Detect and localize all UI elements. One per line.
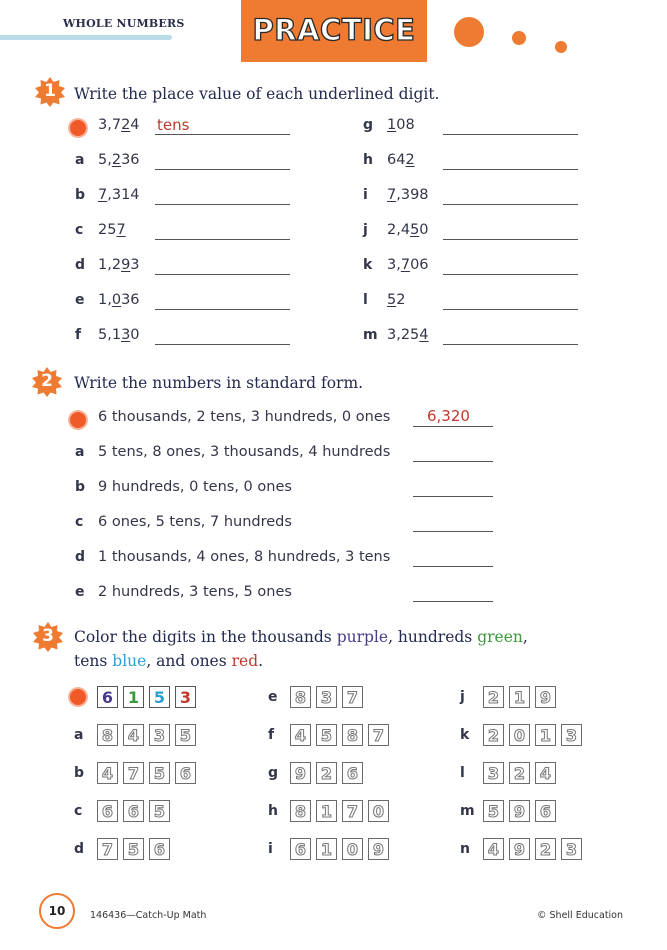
digit-box[interactable]: 6: [149, 838, 170, 860]
item-letter: e: [268, 689, 278, 705]
digit-box[interactable]: 5: [149, 686, 170, 708]
answer-line[interactable]: [413, 531, 493, 532]
item-letter: i: [363, 187, 368, 203]
heading-word-purple: purple: [336, 628, 389, 646]
answer-line[interactable]: [443, 204, 578, 205]
digit-box[interactable]: 0: [509, 724, 530, 746]
heading-text: , hundreds: [388, 628, 478, 646]
digit-box[interactable]: 5: [316, 724, 337, 746]
digit-box[interactable]: 3: [561, 724, 582, 746]
item-text: 9 hundreds, 0 tens, 0 ones: [98, 479, 292, 495]
digit-group: [97, 800, 170, 822]
item-letter: j: [460, 689, 465, 705]
digit-box[interactable]: 6: [97, 686, 118, 708]
item-text: 6 ones, 5 tens, 7 hundreds: [98, 514, 292, 530]
heading-word-blue: blue: [112, 652, 147, 670]
heading-text: Color the digits in the thousands: [74, 628, 337, 646]
practice-banner: [241, 0, 427, 62]
decor-dot-medium: [512, 31, 526, 45]
underlined-digit: 2: [111, 152, 122, 168]
item-letter: d: [75, 257, 86, 273]
answer-line[interactable]: [413, 601, 493, 602]
answer-line[interactable]: [443, 169, 578, 170]
item-number: 257: [98, 222, 126, 238]
underlined-digit: 7: [387, 187, 397, 203]
item-letter: c: [75, 514, 84, 530]
item-letter: i: [268, 841, 273, 857]
digit-group: [483, 724, 582, 746]
heading-text: ,: [522, 628, 528, 646]
digit-box[interactable]: 8: [342, 724, 363, 746]
digit-group: [483, 800, 556, 822]
underlined-digit: 1: [387, 117, 397, 133]
item-number: 1,293: [98, 257, 140, 273]
answer-line[interactable]: [155, 204, 290, 205]
answer-line[interactable]: [155, 309, 290, 310]
heading-text: tens: [74, 652, 113, 670]
digit-box[interactable]: 5: [483, 800, 504, 822]
item-number: 3,724: [98, 117, 140, 133]
digit-box[interactable]: 4: [123, 724, 144, 746]
digit-box[interactable]: 2: [483, 724, 504, 746]
digit-box[interactable]: 4: [483, 838, 504, 860]
digit-box[interactable]: 7: [342, 686, 363, 708]
answer-line[interactable]: [155, 169, 290, 170]
answer-line[interactable]: [443, 274, 578, 275]
item-letter: b: [75, 479, 86, 495]
digit-group: [97, 838, 170, 860]
digit-box[interactable]: 6: [175, 762, 196, 784]
header-bar: [0, 35, 172, 40]
answer-line[interactable]: [443, 309, 578, 310]
item-letter: f: [75, 327, 82, 343]
section-1-heading: Write the place value of each underlined digit.: [74, 85, 440, 103]
digit-group: [483, 686, 556, 708]
digit-box[interactable]: 5: [149, 800, 170, 822]
publisher: © Shell Education: [537, 910, 624, 921]
answer-line[interactable]: [155, 274, 290, 275]
item-letter: d: [75, 549, 86, 565]
answer-line[interactable]: [413, 566, 493, 567]
answer-line[interactable]: [413, 461, 493, 462]
digit-box[interactable]: 3: [149, 724, 170, 746]
item-letter: l: [460, 765, 465, 781]
digit-box[interactable]: 3: [316, 686, 337, 708]
page-number: 10: [39, 893, 75, 929]
digit-box[interactable]: 7: [342, 800, 363, 822]
item-number: 7,314: [98, 187, 140, 203]
item-text: 1 thousands, 4 ones, 8 hundreds, 3 tens: [98, 549, 391, 565]
digit-box[interactable]: 3: [561, 838, 582, 860]
item-letter: a: [75, 444, 85, 460]
heading-text: , and ones: [146, 652, 232, 670]
digit-box[interactable]: 8: [290, 686, 311, 708]
item-letter: m: [363, 327, 378, 343]
digit-group: [290, 686, 363, 708]
answer-line[interactable]: [155, 239, 290, 240]
item-number: 2,450: [387, 222, 429, 238]
digit-box[interactable]: 8: [290, 800, 311, 822]
answer-line[interactable]: [443, 344, 578, 345]
item-number: 1,036: [98, 292, 140, 308]
item-letter: a: [75, 152, 85, 168]
digit-box[interactable]: 6: [290, 838, 311, 860]
digit-group: [290, 724, 389, 746]
item-letter: b: [75, 187, 86, 203]
digit-box[interactable]: 9: [509, 838, 530, 860]
digit-box[interactable]: 8: [97, 724, 118, 746]
item-text: 6 thousands, 2 tens, 3 hundreds, 0 ones: [98, 409, 391, 425]
digit-box[interactable]: 1: [535, 724, 556, 746]
digit-box[interactable]: 6: [342, 762, 363, 784]
item-letter: a: [74, 727, 84, 743]
underlined-digit: 3: [121, 327, 131, 343]
example-marker: [70, 689, 86, 705]
digit-box[interactable]: 7: [123, 762, 144, 784]
item-letter: g: [268, 765, 279, 781]
digit-group: [97, 686, 196, 708]
item-letter: l: [363, 292, 368, 308]
example-marker: [70, 120, 86, 136]
digit-box[interactable]: 1: [316, 800, 337, 822]
heading-word-red: red: [231, 652, 259, 670]
digit-box[interactable]: 9: [368, 838, 389, 860]
digit-box[interactable]: 2: [509, 762, 530, 784]
digit-box[interactable]: 4: [290, 724, 311, 746]
decor-dot-small: [555, 41, 567, 53]
item-number: 3,706: [387, 257, 429, 273]
digit-box[interactable]: 2: [316, 762, 337, 784]
digit-box[interactable]: 3: [483, 762, 504, 784]
digit-box[interactable]: 7: [368, 724, 389, 746]
item-number: 642: [387, 152, 415, 168]
answer-line[interactable]: [155, 134, 290, 135]
underlined-digit: 7: [400, 257, 411, 273]
heading-word-green: green: [477, 628, 523, 646]
item-letter: h: [363, 152, 373, 168]
item-letter: j: [363, 222, 368, 238]
digit-box[interactable]: 1: [316, 838, 337, 860]
digit-box[interactable]: 1: [123, 686, 144, 708]
digit-box[interactable]: 5: [149, 762, 170, 784]
answer-line[interactable]: [443, 134, 578, 135]
digit-box[interactable]: 5: [175, 724, 196, 746]
digit-box[interactable]: 6: [123, 800, 144, 822]
digit-group: [97, 762, 196, 784]
digit-box[interactable]: 6: [535, 800, 556, 822]
item-letter: e: [75, 584, 85, 600]
digit-group: [290, 762, 363, 784]
heading-text: .: [258, 652, 264, 670]
item-text: 2 hundreds, 3 tens, 5 ones: [98, 584, 292, 600]
section-1-number: 1: [44, 81, 56, 101]
item-text: 5 tens, 8 ones, 3 thousands, 4 hundreds: [98, 444, 391, 460]
item-letter: h: [268, 803, 278, 819]
example-marker: [70, 412, 86, 428]
section-3-number: 3: [42, 626, 54, 646]
digit-group: [483, 838, 582, 860]
digit-box[interactable]: 0: [368, 800, 389, 822]
item-letter: e: [75, 292, 85, 308]
item-letter: g: [363, 117, 374, 133]
page-title: PRACTICE: [252, 13, 416, 47]
digit-box[interactable]: 9: [290, 762, 311, 784]
digit-box[interactable]: 2: [535, 838, 556, 860]
decor-dot-large: [454, 17, 484, 47]
digit-box[interactable]: 4: [97, 762, 118, 784]
digit-box[interactable]: 6: [97, 800, 118, 822]
section-2-heading: Write the numbers in standard form.: [74, 374, 364, 392]
underlined-digit: 7: [98, 187, 108, 203]
digit-group: [483, 762, 556, 784]
underlined-digit: 2: [405, 152, 415, 168]
digit-group: [290, 838, 389, 860]
item-letter: k: [363, 257, 373, 273]
answer-text: 6,320: [427, 407, 470, 425]
digit-group: [290, 800, 389, 822]
underlined-digit: 4: [419, 327, 429, 343]
digit-box[interactable]: 0: [342, 838, 363, 860]
item-letter: k: [460, 727, 470, 743]
underlined-digit: 7: [116, 222, 126, 238]
digit-group: [97, 724, 196, 746]
item-letter: c: [74, 803, 83, 819]
digit-box[interactable]: 9: [535, 686, 556, 708]
answer-line[interactable]: [413, 426, 493, 427]
item-number: 52: [387, 292, 406, 308]
item-letter: d: [74, 841, 85, 857]
answer-line[interactable]: [155, 344, 290, 345]
underlined-digit: 0: [111, 292, 122, 308]
section-label: WHOLE NUMBERS: [63, 17, 185, 30]
digit-box[interactable]: 1: [509, 686, 530, 708]
digit-box[interactable]: 7: [97, 838, 118, 860]
answer-text: tens: [157, 116, 190, 134]
digit-box[interactable]: 5: [123, 838, 144, 860]
digit-box[interactable]: 4: [535, 762, 556, 784]
digit-box[interactable]: 9: [509, 800, 530, 822]
section-2-number: 2: [41, 371, 53, 391]
item-number: 3,254: [387, 327, 429, 343]
item-letter: n: [460, 841, 470, 857]
book-code: 146436—Catch-Up Math: [90, 910, 207, 921]
item-number: 5,236: [98, 152, 140, 168]
underlined-digit: 5: [387, 292, 397, 308]
underlined-digit: 5: [410, 222, 420, 238]
item-letter: c: [75, 222, 84, 238]
item-letter: m: [460, 803, 475, 819]
item-number: 5,130: [98, 327, 140, 343]
item-letter: f: [268, 727, 275, 743]
digit-box[interactable]: 3: [175, 686, 196, 708]
answer-line[interactable]: [413, 496, 493, 497]
item-letter: b: [74, 765, 85, 781]
digit-box[interactable]: 2: [483, 686, 504, 708]
item-number: 108: [387, 117, 415, 133]
underlined-digit: 9: [121, 257, 131, 273]
answer-line[interactable]: [443, 239, 578, 240]
item-number: 7,398: [387, 187, 429, 203]
section-3-heading: [74, 625, 528, 673]
underlined-digit: 2: [121, 117, 131, 133]
